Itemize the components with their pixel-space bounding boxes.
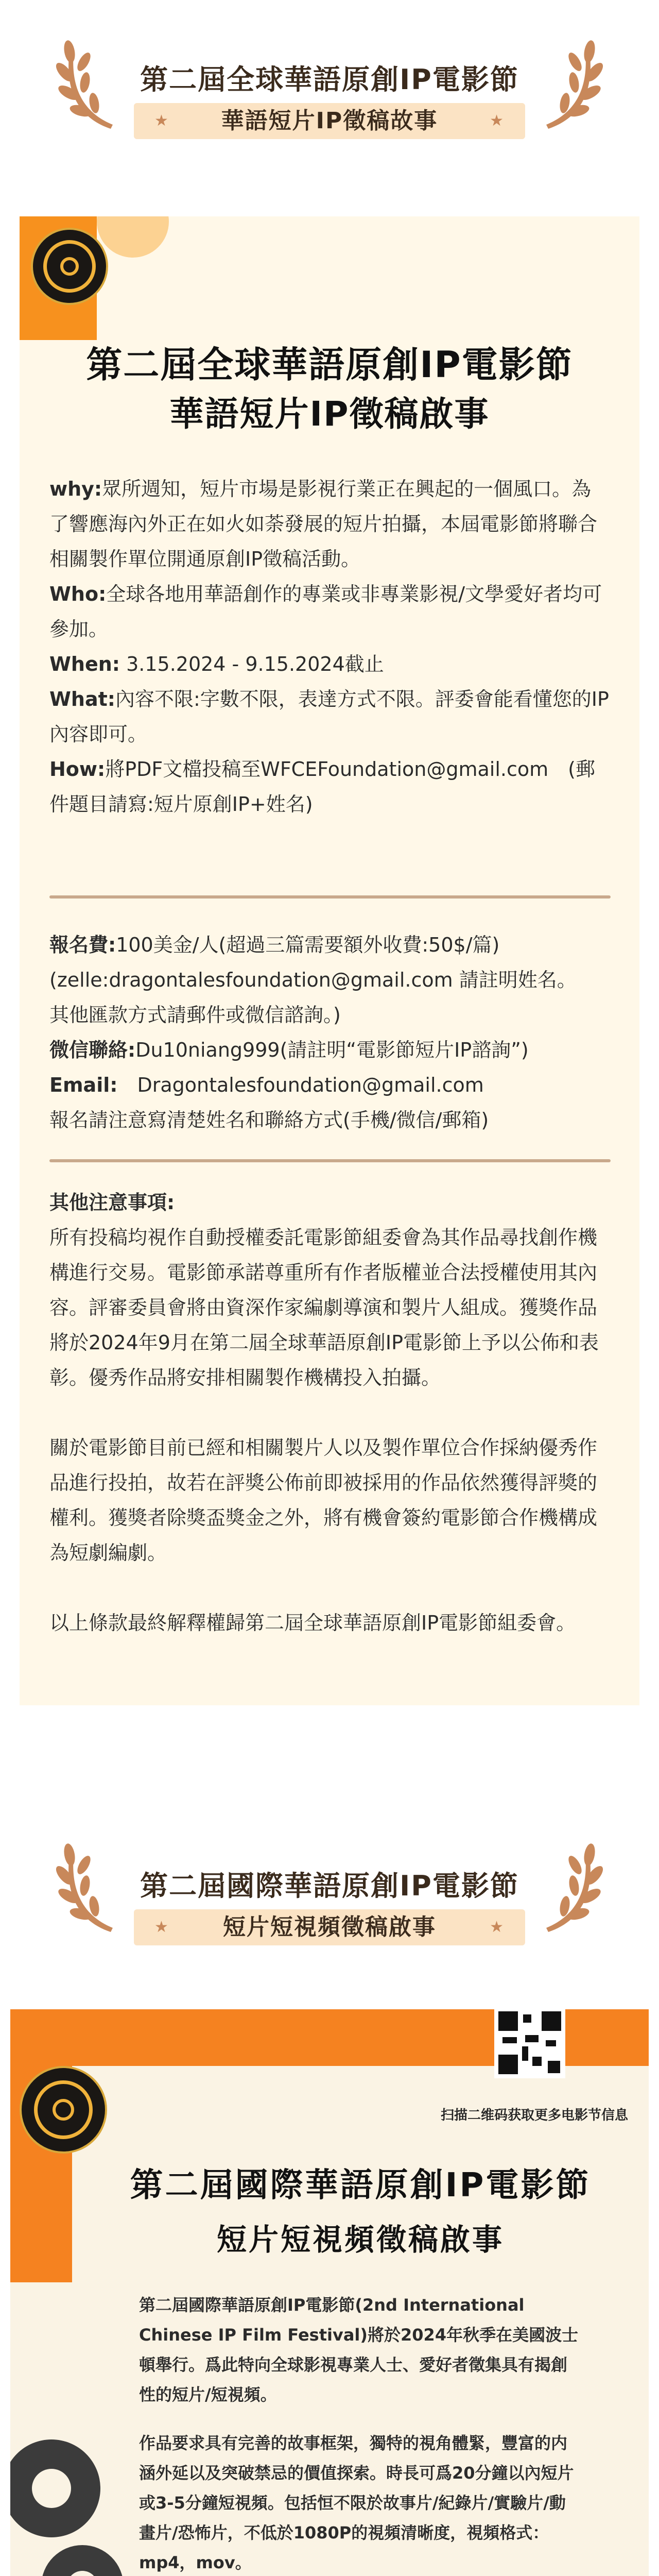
email-line: Email: Dragontalesfoundation@gmail.com	[49, 1074, 484, 1096]
contact-note: 報名請注意寫清楚姓名和聯絡方式(手機/微信/郵箱)	[49, 1109, 489, 1131]
intro-how: How:將PDF文檔投稿至WFCEFoundation@gmail.com (郵件題目請寫:短片原創IP+姓名)	[49, 758, 595, 816]
star-icon: ★	[154, 1918, 169, 1936]
intro-who: Who:全球各地用華語創作的專業或非專業影視/文學愛好者均可參加。	[49, 583, 602, 640]
section2-banner-title: 第二屆國際華語原創IP電影節	[140, 1870, 519, 1902]
fee-zelle: (zelle:dragontalesfoundation@gmail.com 請註明姓名。	[49, 969, 577, 991]
film-camera-icon	[10, 2432, 139, 2576]
section1-banner-subtitle-text: 華語短片IP徵稿故事	[221, 108, 438, 134]
section2-banner-subtitle	[134, 1909, 525, 1945]
divider	[49, 895, 611, 899]
poster2-para-2: 作品要求具有完善的故事框架，獨特的視角體緊，豐富的内涵外延以及突破禁忌的價值探索。時長可爲20分鐘以內短片或3-5分鐘短視頻。包括恒不限於故事片/紀錄片/實驗片/動畫片/恐怖片，不低於1080P的視頻清晰度，視頻格式：mp4，mov。	[139, 2433, 574, 2572]
intro-why: why:眾所週知，短片市場是影視行業正在興起的一個風口。為了響應海內外正在如火如荼發展的短片拍攝，本屆電影節將聯合相關製作單位開通原創IP徵稿活動。	[49, 478, 598, 570]
star-icon: ★	[490, 1918, 505, 1936]
star-icon: ★	[154, 112, 169, 130]
poster1-intro	[49, 471, 611, 822]
notes-paragraph-2: 關於電影節目前已經和相關製片人以及製作單位合作採納優秀作品進行投拍，故若在評獎公佈前即被採用的作品依然獲得評獎的權利。獲獎者除獎盃獎金之外，將有機會簽約電影節合作機構成為短劇編劇。	[49, 1436, 598, 1564]
wechat-line: 微信聯絡:Du10niang999(請註明“電影節短片IP諮詢”)	[49, 1039, 529, 1061]
poster2-title-line2: 短片短視頻徵稿啟事	[216, 2222, 504, 2257]
notes-heading: 其他注意事項:	[49, 1191, 175, 1214]
section1-banner-title: 第二屆全球華語原創IP電影節	[140, 63, 519, 96]
notes-paragraph-3: 以上條款最終解釋權歸第二屆全球華語原創IP電影節組委會。	[49, 1612, 576, 1634]
section2-banner-subtitle-text: 短片短視頻徵稿啟事	[223, 1914, 436, 1940]
poster2-title-line1: 第二屆國際華語原創IP電影節	[130, 2166, 591, 2205]
star-icon: ★	[490, 112, 505, 130]
poster1-title-line1: 第二屆全球華語原創IP電影節	[86, 344, 573, 386]
section1-banner-subtitle	[134, 103, 525, 139]
section2-banner	[0, 1814, 659, 1947]
poster2-para-1: 第二屆國際華語原創IP電影節(2nd International Chinese IP Film Festival)將於2024年秋季在美國波士頓舉行。爲此特向全球影視專業人士、愛好者徵集具有揭創性的短片/短視頻。	[139, 2295, 579, 2404]
divider	[49, 1159, 611, 1162]
qr-code[interactable]	[494, 2009, 565, 2078]
notes-paragraph-1: 所有投稿均視作自動授權委託電影節組委會為其作品尋找創作機構進行交易。電影節承諾尊重所有作者版權並合法授權使用其內容。評審委員會將由資深作家編劇導演和製片人組成。獲獎作品將於2024年9月在第二屆全球華語原創IP電影節上予以公佈和表彰。優秀作品將安排相關製作機構投入拍攝。	[49, 1226, 599, 1389]
orange-circle-decoration	[97, 216, 169, 258]
section1-poster	[20, 216, 639, 1705]
poster2-body	[139, 2290, 582, 2576]
intro-what: What:內容不限:字數不限，表達方式不限。評委會能看懂您的IP內容即可。	[49, 688, 609, 745]
contact-email[interactable]: Dragontalesfoundation@gmail.com	[117, 1074, 484, 1096]
festival-logo	[31, 228, 108, 305]
poster1-fee-block	[49, 927, 611, 1138]
festival-logo	[20, 2066, 107, 2154]
qr-scan-text: 扫描二维码获取更多电影节信息	[440, 2108, 628, 2123]
intro-when: When: 3.15.2024 - 9.15.2024截止	[49, 653, 384, 675]
poster1-notes	[49, 1185, 611, 1640]
fee-other: 其他匯款方式請郵件或微信諮詢。)	[49, 1004, 341, 1026]
fee-line: 報名費:100美金/人(超過三篇需要額外收費:50$/篇)	[49, 934, 500, 956]
poster1-title-line2: 華語短片IP徵稿啟事	[169, 394, 490, 434]
section2-poster	[10, 2009, 649, 2576]
section1-banner	[0, 10, 659, 144]
